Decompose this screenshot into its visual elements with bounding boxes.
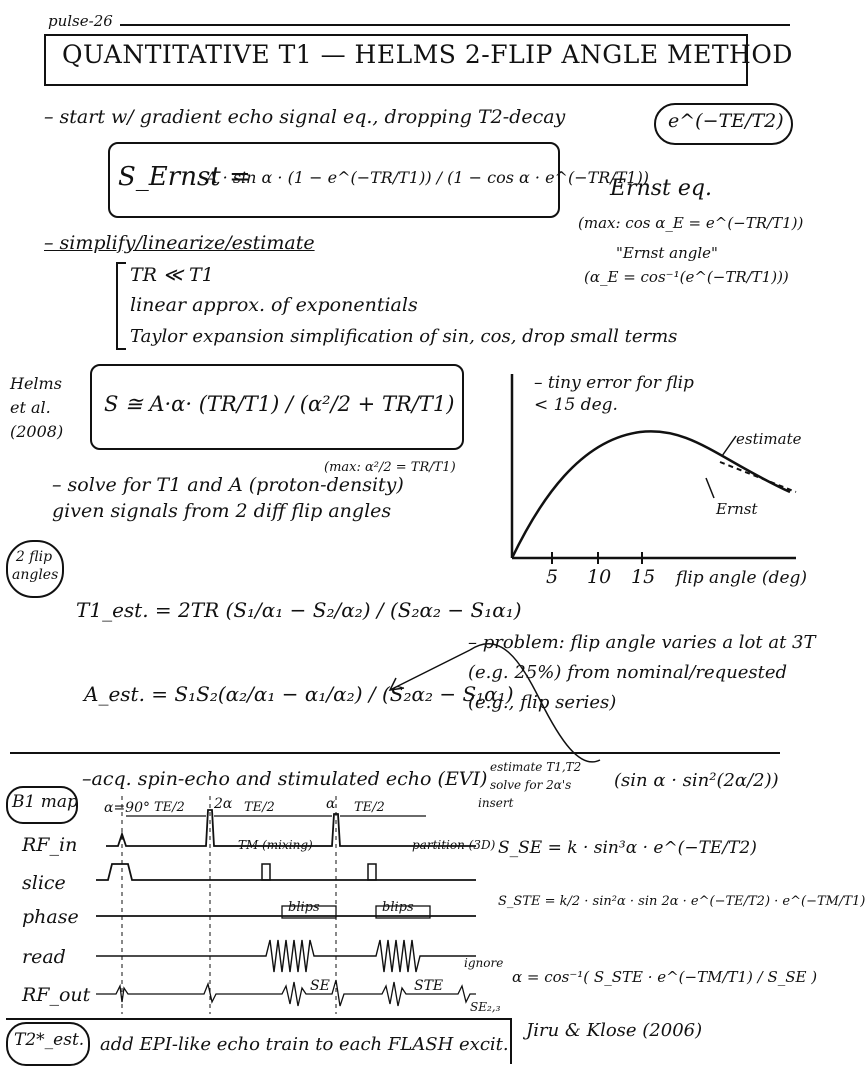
solve-text: – solve for T1 and A (proton-density) given signals from 2 diff flip angles: [52, 474, 404, 522]
ernst-max-note: (max: cos α_E = e^(−TR/T1)): [578, 214, 804, 232]
estimate-label: estimate: [736, 430, 802, 448]
page-title: QUANTITATIVE T1 — HELMS 2-FLIP ANGLE METHOD: [62, 40, 793, 69]
tm-label: TM (mixing): [238, 838, 313, 852]
t1-est-eq: T1_est. = 2TR (S₁/α₁ − S₂/α₂) / (S₂α₂ − S₁α₁): [76, 598, 522, 622]
partition-label: partition (3D): [412, 838, 496, 852]
chart-note: – tiny error for flip < 15 deg.: [534, 373, 694, 415]
a-est-eq: A_est. = S₁S₂(α₂/α₁ − α₁/α₂) / (S₂α₂ − S₁α₁): [84, 682, 514, 706]
header-rule: [120, 24, 790, 26]
row-label-slice: slice: [22, 872, 66, 894]
echo-label-ignore: ignore: [464, 956, 504, 970]
t2-est-label: T2*_est.: [14, 1030, 85, 1050]
side-note-2: solve for 2α's: [490, 778, 572, 792]
flip-angle-chart: [500, 370, 800, 570]
x-tick-label-5: 5: [546, 566, 559, 588]
simplify-item-1: TR ≪ T1: [130, 264, 214, 286]
page-tag: pulse-26: [48, 12, 113, 30]
ernst-eq-rhs: A · sin α · (1 − e^(−TR/T1)) / (1 − cos α · e^(−TR/T1)): [206, 168, 650, 187]
section-divider: [10, 752, 780, 754]
jiru-citation: Jiru & Klose (2006): [526, 1020, 703, 1041]
ernst-pointer: [706, 478, 714, 498]
problem-text: – problem: flip angle varies a lot at 3T (e.g. 25%) from nominal/requested (e.g., flip series): [468, 632, 816, 713]
echo-label-ste: STE: [414, 978, 444, 994]
side-note-1: estimate T1,T2: [490, 760, 582, 774]
x-tick-label-10: 10: [587, 566, 612, 588]
simplify-item-2: linear approx. of exponentials: [130, 294, 418, 316]
alpha-eq: α = cos⁻¹( S_STE · e^(−TM/T1) / S_SE ): [512, 968, 818, 986]
ernst-curve-label: Ernst: [716, 500, 758, 518]
problem-arrow: [360, 630, 620, 770]
ernst-curve: [512, 431, 790, 558]
decay-term: e^(−TE/T2): [668, 110, 784, 132]
ernst-angle-label: "Ernst angle": [616, 244, 718, 262]
two-flip-label: 2 flip angles: [12, 549, 59, 583]
footer-text: add EPI-like echo train to each FLASH excit.: [100, 1034, 509, 1055]
ernst-angle-eq: (α_E = cos⁻¹(e^(−TR/T1))): [584, 268, 789, 286]
estimate-pointer: [722, 436, 736, 456]
pulse-label-alpha: α: [326, 796, 336, 812]
helms-citation: Helms et al. (2008): [10, 374, 64, 441]
slice-line: [96, 864, 476, 880]
simplify-heading: – simplify/linearize/estimate: [44, 232, 315, 254]
ernst-eq-lhs: S_Ernst =: [118, 162, 251, 192]
echo-label-se23: SE₂,₃: [470, 1000, 501, 1014]
slice-partition-2: [368, 864, 376, 880]
pulse-label-te2-a: TE/2: [154, 800, 185, 815]
helms-max-note: (max: α²/2 = TR/T1): [324, 460, 456, 475]
pulse-label-alpha90: α=90°: [104, 800, 150, 816]
b1-map-label: B1 map: [12, 792, 78, 812]
row-label-read: read: [22, 946, 66, 968]
echo-label-se: SE: [310, 978, 330, 994]
estimate-curve: [720, 462, 796, 492]
read-line: [96, 940, 476, 972]
s-ste-eq: S_STE = k/2 · sin²α · sin 2α · e^(−TE/T2) · e^(−TM/T1): [498, 894, 865, 909]
chart-xlabel: flip angle (deg): [676, 568, 808, 588]
blips-label-1: blips: [288, 900, 320, 915]
insert-term: (sin α · sin²(2α/2)): [614, 770, 779, 791]
acq-line: –acq. spin-echo and stimulated echo (EVI): [82, 768, 488, 790]
simplify-bracket: [116, 262, 126, 350]
pulse-label-te2-c: TE/2: [354, 800, 385, 815]
row-label-rf-out: RF_out: [22, 984, 91, 1006]
row-label-rf-in: RF_in: [22, 834, 78, 856]
side-note-3: insert: [478, 796, 514, 810]
pulse-label-te2-b: TE/2: [244, 800, 275, 815]
footer-rule: [6, 1018, 510, 1020]
helms-eq: S ≅ A·α· (TR/T1) / (α²/2 + TR/T1): [104, 392, 455, 416]
ernst-eq-label: Ernst eq.: [610, 176, 712, 201]
simplify-item-3: Taylor expansion simplification of sin, cos, drop small terms: [130, 326, 678, 347]
x-tick-label-15: 15: [631, 566, 656, 588]
s-se-eq: S_SE = k · sin³α · e^(−TE/T2): [498, 838, 757, 858]
row-label-phase: phase: [22, 906, 79, 928]
blips-label-2: blips: [382, 900, 414, 915]
pulse-label-2alpha: 2α: [214, 796, 233, 812]
slice-partition-1: [262, 864, 270, 880]
intro-line: – start w/ gradient echo signal eq., dropping T2-decay: [44, 106, 566, 128]
footer-right-rule: [510, 1018, 512, 1064]
